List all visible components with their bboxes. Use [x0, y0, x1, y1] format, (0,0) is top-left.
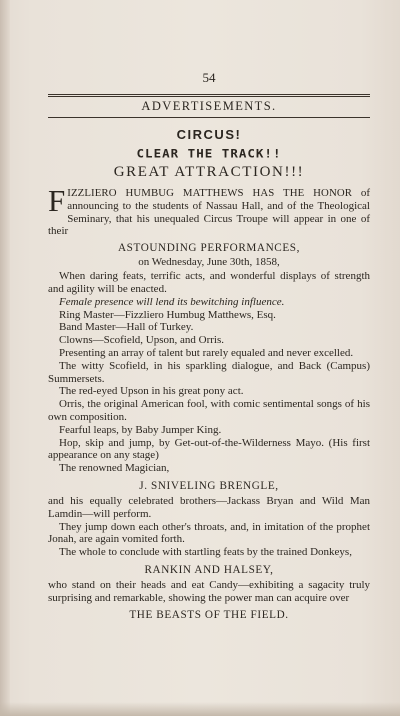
name-brengle: J. SNIVELING BRENGLE, [139, 479, 279, 492]
para-witty: The witty Scofield, in his sparkling dialogue, and Back (Campus) Summersets. [48, 359, 370, 385]
para-presenting: Presenting an array of talent but rarely equaled and never excelled. [59, 346, 354, 359]
headline-circus: CIRCUS! [176, 127, 242, 142]
para-ring-master: Ring Master—Fizzliero Humbug Matthews, Esq. [59, 308, 276, 321]
headline-great-attraction: GREAT ATTRACTION!!! [113, 164, 305, 180]
lead-caps: IZZLIERO HUMBUG MATTHEWS HAS THE HONOR [67, 187, 353, 199]
section-rule [48, 117, 370, 118]
para-orris: Orris, the original American fool, with comic sentimental songs of his own composition. [48, 398, 370, 423]
headline-clear-the-track: CLEAR THE TRACK!! [136, 146, 282, 161]
lead-paragraph [48, 183, 371, 238]
para-hop: Hop, skip and jump, by Get-out-of-the-Wilderness Mayo. (His first appearance on any stage) [48, 436, 370, 462]
page-binding-edge [0, 0, 10, 716]
para-upson: The red-eyed Upson in his great pony act. [59, 385, 244, 398]
para-whole: The whole to conclude with startling feats by the trained Donkeys, [59, 546, 352, 559]
para-brothers: and his equally celebrated brothers—Jackass Bryan and Wild Man Lamdin—will perform. [48, 494, 370, 520]
para-who: who stand on their heads and eat Candy—exhibiting a sagacity truly surprising and remarkable, showing the power man can acquire over [48, 578, 370, 604]
page-number: 54 [202, 70, 216, 85]
page-content [48, 70, 370, 621]
astounding-heading: ASTOUNDING PERFORMANCES, [117, 242, 301, 255]
page-bottom-shadow [0, 702, 400, 716]
para-jump: They jump down each other's throats, and, in imitation of the prophet Jonah, are again vomited forth. [48, 520, 370, 546]
name-rankin-halsey: RANKIN AND HALSEY, [144, 563, 274, 576]
para-magician: The renowned Magician, [59, 462, 170, 475]
para-fearful: Fearful leaps, by Baby Jumper King. [59, 423, 222, 436]
para-band-master: Band Master—Hall of Turkey. [59, 321, 194, 334]
para-when: When daring feats, terrific acts, and wonderful displays of strength and agility will be enacted. [48, 270, 370, 295]
lead-text: of announcing to the students of Nassau Hall, and of the Theological Seminary, that his unequaled Circus Troupe will appear in one of their [48, 187, 371, 238]
date-line: on Wednesday, June 30th, 1858, [138, 256, 280, 269]
beasts-heading: THE BEASTS OF THE FIELD. [129, 608, 289, 621]
drop-cap: F [48, 183, 66, 218]
para-clowns: Clowns—Scofield, Upson, and Orris. [59, 334, 224, 347]
para-female: Female presence will lend its bewitching influence. [59, 295, 285, 308]
section-title: ADVERTISEMENTS. [141, 99, 277, 113]
